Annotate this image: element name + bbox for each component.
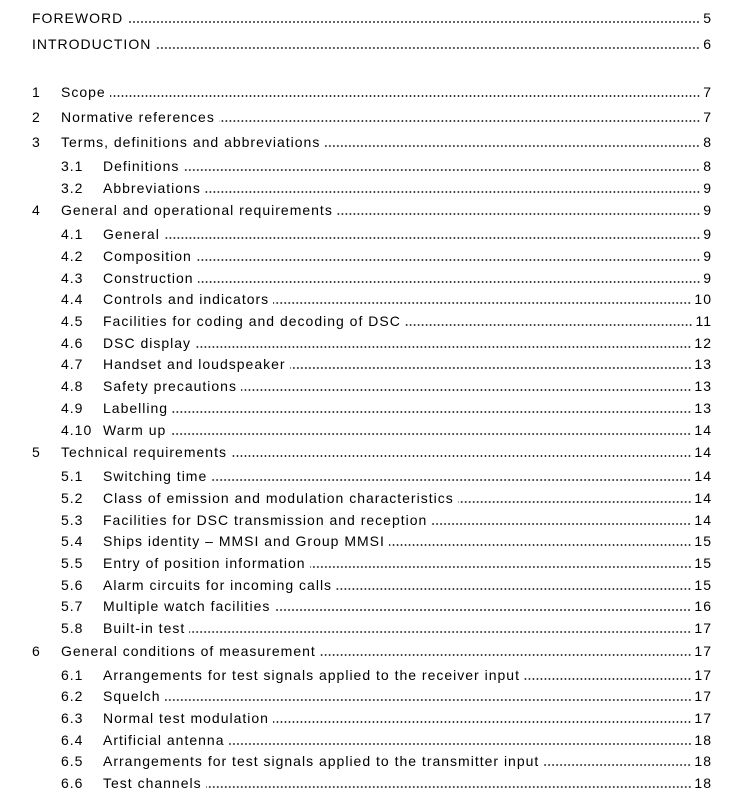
page-number: 14 (694, 444, 712, 461)
toc-section-2[interactable] (32, 107, 712, 129)
dot-leader (274, 609, 691, 611)
dot-leader (219, 120, 700, 122)
dot-leader (172, 411, 691, 413)
page-number: 8 (703, 133, 712, 150)
entry-title: Warm up (103, 421, 167, 438)
dot-leader (241, 389, 691, 391)
toc-subsection-5-5[interactable] (32, 553, 712, 575)
entry-title: Labelling (103, 399, 169, 416)
section-number: 3.2 (61, 179, 84, 196)
entry-title: Abbreviations (103, 179, 201, 196)
section-number: 4.7 (61, 356, 84, 373)
dot-leader (205, 191, 700, 193)
section-number: 6 (32, 642, 41, 659)
toc-subsection-4-3[interactable] (32, 268, 712, 290)
page-number: 14 (694, 468, 712, 485)
toc-subsection-3-2[interactable] (32, 178, 712, 200)
dot-leader (431, 523, 691, 525)
entry-title: Controls and indicators (103, 291, 270, 308)
toc-subsection-5-3[interactable] (32, 510, 712, 532)
entry-title: Facilities for DSC transmission and reception (103, 511, 428, 528)
entry-title: General (103, 226, 160, 243)
entry-title: Squelch (103, 688, 161, 705)
page-number: 17 (694, 642, 712, 659)
section-number: 3.1 (61, 157, 84, 174)
section-number: 4.5 (61, 313, 84, 330)
page-number: 15 (694, 533, 712, 550)
toc-subsection-4-7[interactable] (32, 354, 712, 376)
page-number: 12 (694, 334, 712, 351)
dot-leader (320, 654, 692, 656)
section-number: 5 (32, 444, 41, 461)
toc-front-matter (32, 5, 712, 57)
table-of-contents (32, 5, 712, 795)
section-number: 4.10 (61, 421, 93, 438)
section-number: 1 (32, 84, 41, 100)
dot-leader (231, 455, 691, 457)
dot-leader (170, 433, 691, 435)
toc-subsection-4-6[interactable] (32, 333, 712, 355)
entry-title: Switching time (103, 468, 208, 485)
section-number: 3 (32, 133, 41, 150)
entry-title: Arrangements for test signals applied to the transmitter input (103, 753, 540, 770)
dot-leader (127, 21, 700, 23)
dot-leader (229, 743, 692, 745)
entry-title: Safety precautions (103, 378, 237, 395)
toc-section-6[interactable] (32, 641, 712, 663)
dot-leader (336, 588, 691, 590)
entry-title: Multiple watch facilities (103, 598, 271, 615)
page-number: 14 (694, 421, 712, 438)
section-number: 4.4 (61, 291, 84, 308)
toc-subsection-6-5[interactable] (32, 751, 712, 773)
page-number: 5 (703, 10, 712, 26)
toc-subsection-5-6[interactable] (32, 575, 712, 597)
section-number: 4.3 (61, 269, 84, 286)
page-number: 16 (694, 598, 712, 615)
dot-leader (273, 302, 691, 304)
toc-section-3[interactable] (32, 132, 712, 154)
section-number: 4.9 (61, 399, 84, 416)
page-number: 14 (694, 511, 712, 528)
page-number: 18 (694, 775, 712, 792)
entry-title: Alarm circuits for incoming calls (103, 576, 333, 593)
toc-subsection-5-1[interactable] (32, 466, 712, 488)
section-number: 5.4 (61, 533, 84, 550)
section-number: 4.2 (61, 248, 84, 264)
page-number: 14 (694, 489, 712, 506)
section-number: 6.3 (61, 710, 84, 727)
entry-title: Artificial antenna (103, 731, 225, 748)
entry-title: Scope (61, 84, 106, 100)
toc-entry-introduction[interactable] (32, 31, 712, 57)
page-number: 9 (703, 248, 712, 264)
entry-title: Test channels (103, 775, 202, 792)
toc-subsection-5-2[interactable] (32, 488, 712, 510)
page-number: 13 (694, 356, 712, 373)
dot-leader (405, 324, 693, 326)
dot-leader (524, 678, 691, 680)
page-number: 15 (694, 554, 712, 571)
page-number: 7 (703, 108, 712, 125)
page-number: 11 (695, 313, 712, 330)
page-number: 15 (694, 576, 712, 593)
section-number: 5.1 (61, 468, 84, 485)
page-number: 18 (694, 731, 712, 748)
dot-leader (195, 346, 691, 348)
toc-subsection-5-4[interactable] (32, 531, 712, 553)
entry-title: Composition (103, 248, 192, 264)
section-number: 5.2 (61, 489, 84, 506)
dot-leader (110, 95, 701, 97)
toc-subsection-5-8[interactable] (32, 618, 712, 640)
page-number: 18 (694, 753, 712, 770)
dot-leader (196, 259, 700, 261)
dot-leader (183, 169, 700, 171)
toc-entry-foreword[interactable] (32, 5, 712, 31)
dot-leader (206, 786, 692, 788)
entry-title: INTRODUCTION (32, 36, 152, 52)
section-number: 4.6 (61, 334, 84, 351)
toc-subsection-4-4[interactable] (32, 289, 712, 311)
dot-leader (198, 281, 701, 283)
section-number: 4.1 (61, 226, 84, 243)
page-number: 13 (694, 399, 712, 416)
page-number: 17 (694, 688, 712, 705)
entry-title: Technical requirements (61, 444, 227, 461)
page-number: 17 (694, 710, 712, 727)
toc-subsection-4-1[interactable] (32, 224, 712, 246)
dot-leader (290, 367, 692, 369)
toc-subsection-4-5[interactable] (32, 311, 712, 333)
dot-leader (189, 631, 691, 633)
dot-leader (310, 566, 692, 568)
toc-sections (32, 57, 712, 795)
entry-title: Class of emission and modulation characteristics (103, 489, 454, 506)
dot-leader (155, 47, 700, 49)
page-number: 8 (703, 157, 712, 174)
section-number: 6.1 (61, 666, 84, 683)
entry-title: Handset and loudspeaker (103, 356, 286, 373)
dot-leader (389, 544, 692, 546)
page-number: 7 (703, 84, 712, 100)
entry-title: Arrangements for test signals applied to the receiver input (103, 666, 520, 683)
entry-title: Definitions (103, 157, 180, 174)
page-number: 9 (703, 226, 712, 243)
dot-leader (337, 213, 700, 215)
page-number: 9 (703, 269, 712, 286)
entry-title: Built-in test (103, 619, 186, 636)
entry-title: Normative references (61, 108, 215, 125)
dot-leader (324, 145, 700, 147)
section-number: 5.6 (61, 576, 84, 593)
page-number: 9 (703, 179, 712, 196)
section-number: 5.3 (61, 511, 84, 528)
page-number: 17 (694, 619, 712, 636)
entry-title: Normal test modulation (103, 710, 269, 727)
toc-section-1[interactable] (32, 82, 712, 104)
toc-subsection-6-4[interactable] (32, 730, 712, 752)
toc-subsection-5-7[interactable] (32, 596, 712, 618)
entry-title: Terms, definitions and abbreviations (61, 133, 321, 150)
entry-title: Ships identity – MMSI and Group MMSI (103, 533, 385, 550)
page-number: 10 (694, 291, 712, 308)
toc-subsection-6-2[interactable] (32, 686, 712, 708)
toc-subsection-4-9[interactable] (32, 398, 712, 420)
section-number: 2 (32, 108, 41, 125)
entry-title: General conditions of measurement (61, 642, 316, 659)
toc-subsection-6-6[interactable] (32, 773, 712, 795)
toc-subsection-6-1[interactable] (32, 665, 712, 687)
section-number: 5.5 (61, 554, 84, 571)
toc-subsection-4-10[interactable] (32, 420, 712, 442)
toc-subsection-4-2[interactable] (32, 246, 712, 268)
toc-subsection-4-8[interactable] (32, 376, 712, 398)
toc-section-5[interactable] (32, 442, 712, 464)
dot-leader (211, 479, 691, 481)
entry-title: DSC display (103, 334, 192, 351)
dot-leader (458, 501, 692, 503)
toc-subsection-6-3[interactable] (32, 708, 712, 730)
section-number: 4 (32, 202, 41, 219)
section-number: 5.7 (61, 598, 84, 615)
section-number: 6.6 (61, 775, 84, 792)
page-number: 17 (694, 666, 712, 683)
toc-section-4[interactable] (32, 200, 712, 222)
section-number: 6.4 (61, 731, 84, 748)
section-number: 5.8 (61, 619, 84, 636)
entry-title: FOREWORD (32, 10, 124, 26)
dot-leader (273, 721, 691, 723)
page-number: 13 (694, 378, 712, 395)
entry-title: Entry of position information (103, 554, 306, 571)
page-number: 9 (703, 202, 712, 219)
dot-leader (543, 764, 691, 766)
section-number: 6.2 (61, 688, 84, 705)
dot-leader (165, 699, 692, 701)
page-number: 6 (703, 36, 712, 52)
dot-leader (164, 237, 700, 239)
entry-title: Construction (103, 269, 194, 286)
entry-title: Facilities for coding and decoding of DSC (103, 313, 401, 330)
section-number: 6.5 (61, 753, 84, 770)
entry-title: General and operational requirements (61, 202, 333, 219)
toc-subsection-3-1[interactable] (32, 156, 712, 178)
section-number: 4.8 (61, 378, 84, 395)
